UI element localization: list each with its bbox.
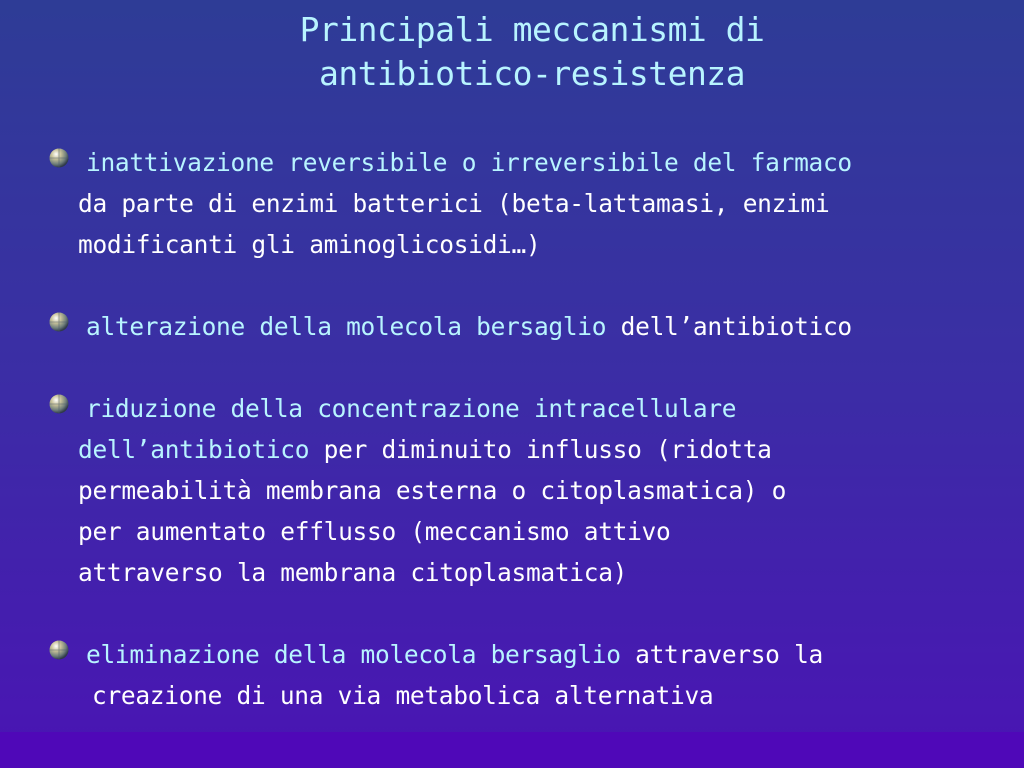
slide-title: [0, 8, 1024, 96]
bullet-3-line-1: riduzione della concentrazione intracellulare: [86, 394, 737, 423]
bullet-2-highlight: alterazione della molecola bersaglio: [86, 312, 607, 341]
sphere-bullet-icon: [48, 639, 70, 661]
bullet-4-highlight: eliminazione della molecola bersaglio: [86, 640, 621, 669]
bullet-item-inactivation: [44, 142, 1004, 265]
bullet-1-line-2: da parte di enzimi batterici (beta-lattamasi, enzimi: [78, 189, 830, 218]
bullet-4-line-2: creazione di una via metabolica alternativa: [92, 681, 714, 710]
bullet-item-target-elimination: [44, 634, 1004, 716]
bullet-3-line-4: per aumentato efflusso (meccanismo attivo: [78, 517, 671, 546]
bullet-list: [44, 142, 1004, 716]
bullet-3-line-5: attraverso la membrana citoplasmatica): [78, 558, 628, 587]
bullet-3-line-2-highlight: dell’antibiotico: [78, 435, 310, 464]
bullet-3-line-3: permeabilità membrana esterna o citoplasmatica) o: [78, 476, 787, 505]
title-line-1: Principali meccanismi di: [299, 10, 765, 49]
sphere-bullet-icon: [48, 147, 70, 169]
sphere-bullet-icon: [48, 393, 70, 415]
bullet-4-rest: attraverso la: [620, 640, 823, 669]
bullet-item-concentration-reduction: [44, 388, 1004, 593]
bullet-3-line-2-rest: per diminuito influsso (ridotta: [309, 435, 772, 464]
title-line-2: antibiotico-resistenza: [318, 54, 746, 93]
bottom-band: [0, 732, 1024, 768]
bullet-1-line-1: inattivazione reversibile o irreversibile del farmaco: [86, 148, 852, 177]
sphere-bullet-icon: [48, 311, 70, 333]
bullet-item-target-alteration: [44, 306, 1004, 347]
bullet-2-rest: dell’antibiotico: [606, 312, 852, 341]
bullet-1-line-3: modificanti gli aminoglicosidi…): [78, 230, 541, 259]
